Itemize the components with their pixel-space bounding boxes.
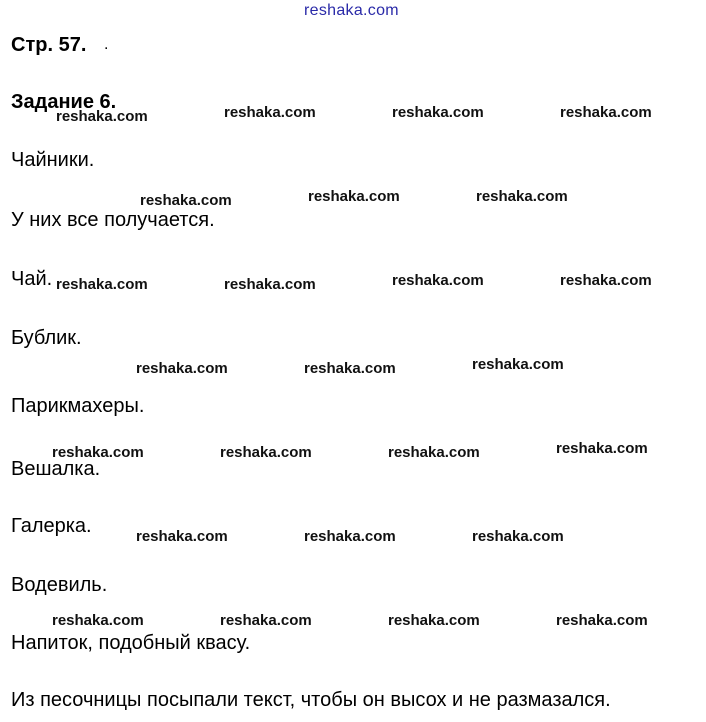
answer-1: Чайники. — [11, 149, 95, 171]
watermark: reshaka.com — [52, 612, 144, 629]
answer-2: У них все получается. — [11, 209, 215, 231]
site-name: reshaka.com — [304, 2, 399, 19]
watermark: reshaka.com — [224, 104, 316, 121]
watermark: reshaka.com — [56, 108, 148, 125]
watermark: reshaka.com — [388, 444, 480, 461]
watermark: reshaka.com — [136, 528, 228, 545]
watermark: reshaka.com — [56, 276, 148, 293]
answer-7: Галерка. — [11, 515, 92, 537]
watermark: reshaka.com — [220, 612, 312, 629]
watermark: reshaka.com — [308, 188, 400, 205]
watermark: reshaka.com — [560, 104, 652, 121]
watermark: reshaka.com — [304, 360, 396, 377]
watermark: reshaka.com — [472, 356, 564, 373]
answer-3: Чай. — [11, 268, 53, 290]
watermark: reshaka.com — [560, 272, 652, 289]
watermark: reshaka.com — [224, 276, 316, 293]
answer-10: Из песочницы посыпали текст, чтобы он высох и не размазался. — [11, 689, 611, 711]
watermark: reshaka.com — [220, 444, 312, 461]
watermark: reshaka.com — [140, 192, 232, 209]
watermark: reshaka.com — [556, 612, 648, 629]
watermark: reshaka.com — [52, 444, 144, 461]
page-label: Стр. 57. — [11, 34, 87, 56]
watermark: reshaka.com — [556, 440, 648, 457]
answer-6: Вешалка. — [11, 458, 101, 480]
watermark: reshaka.com — [392, 272, 484, 289]
answer-8: Водевиль. — [11, 574, 108, 596]
watermark: reshaka.com — [472, 528, 564, 545]
watermark: reshaka.com — [392, 104, 484, 121]
page-dot: . — [104, 36, 109, 53]
task-label: Задание 6. — [11, 91, 117, 113]
watermark: reshaka.com — [136, 360, 228, 377]
watermark: reshaka.com — [388, 612, 480, 629]
answer-4: Бублик. — [11, 327, 82, 349]
answer-5: Парикмахеры. — [11, 395, 145, 417]
answer-9: Напиток, подобный квасу. — [11, 632, 251, 654]
watermark: reshaka.com — [304, 528, 396, 545]
watermark: reshaka.com — [476, 188, 568, 205]
